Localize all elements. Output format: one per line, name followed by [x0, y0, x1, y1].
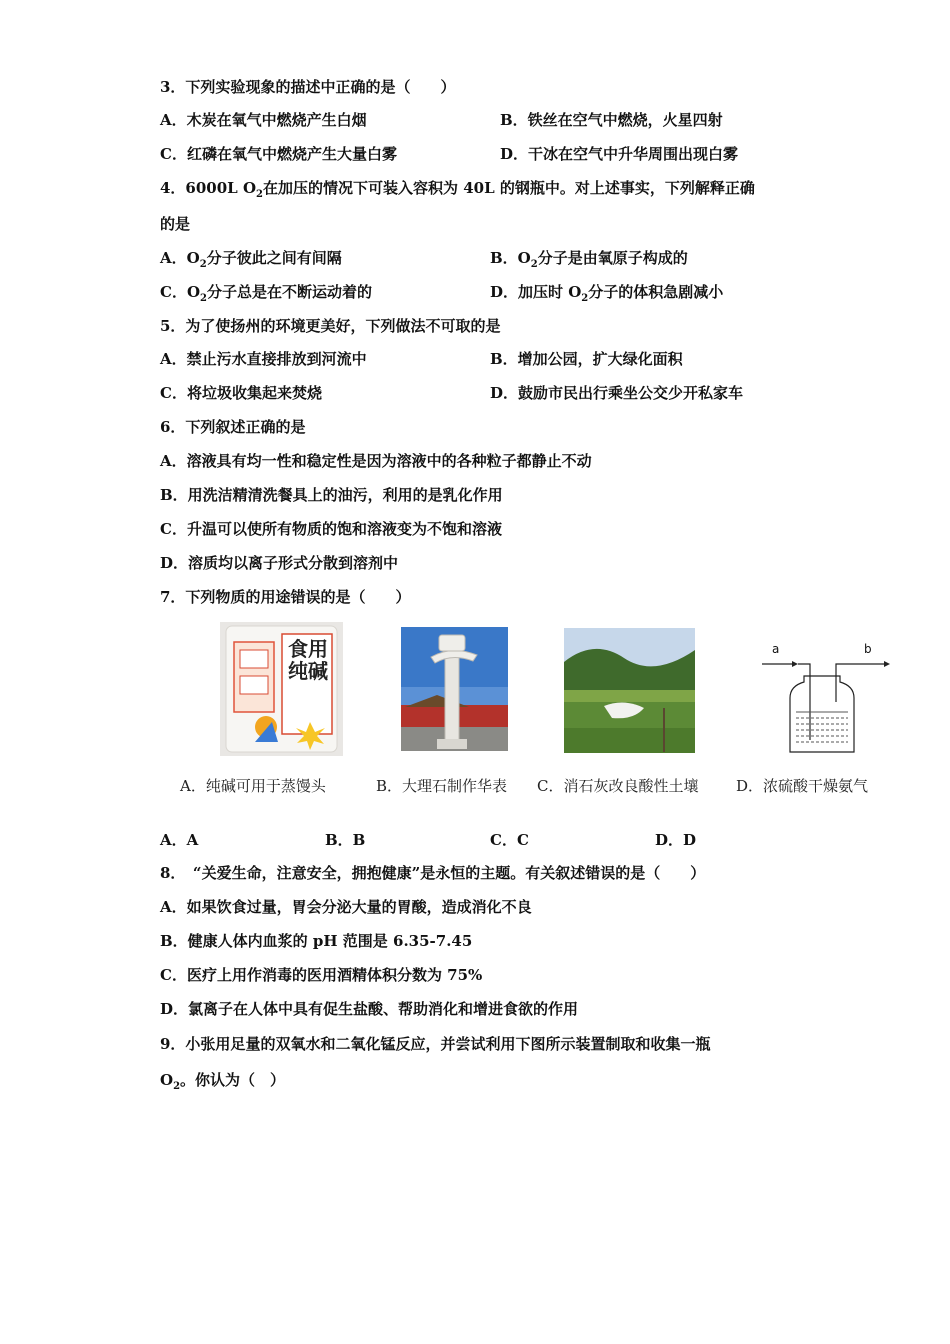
q4-stem-part1: 4．6000L O	[160, 179, 257, 197]
q4-a-pre: A．O	[160, 249, 200, 267]
q7-option-a: A．A	[160, 831, 199, 849]
q6-option-b: B．用洗洁精清洗餐具上的油污，利用的是乳化作用	[160, 486, 503, 504]
figure-b-huabiao	[401, 627, 508, 751]
q4-option-c	[160, 282, 372, 309]
gas-bottle-illustration	[758, 642, 890, 758]
q7-option-b: B．B	[325, 831, 366, 849]
q5-option-d: D．鼓励市民出行乘坐公交少开私家车	[490, 384, 744, 402]
q4-b-post: 分子是由氧原子构成的	[537, 249, 688, 267]
q4-stem-sub: 2	[256, 189, 263, 200]
field-illustration	[564, 628, 695, 753]
q4-c-post: 分子总是在不断运动着的	[206, 283, 372, 301]
q3-option-d: D．干冰在空气中升华周围出现白雾	[500, 145, 739, 163]
q3-option-a: A．木炭在氧气中燃烧产生白烟	[160, 111, 367, 129]
bag-label-text: 食用纯碱	[288, 637, 328, 683]
q4-a-post: 分子彼此之间有间隔	[206, 249, 342, 267]
q8-option-d: D．氯离子在人体中具有促生盐酸、帮助消化和增进食欲的作用	[160, 1000, 579, 1018]
q6-stem: 6．下列叙述正确的是	[160, 418, 306, 436]
q3-stem: 3．下列实验现象的描述中正确的是（ ）	[160, 78, 456, 96]
q3-option-b: B．铁丝在空气中燃烧，火星四射	[500, 111, 723, 129]
q8-option-b: B．健康人体内血浆的 pH 范围是 6.35-7.45	[160, 932, 473, 950]
figure-c-field	[564, 628, 695, 753]
huabiao-illustration	[401, 627, 508, 751]
q4-d-sub: 2	[581, 293, 589, 304]
q8-stem: 8． “关爱生命，注意安全，拥抱健康”是永恒的主题。有关叙述错误的是（ ）	[160, 864, 706, 882]
q4-d-pre: D．加压时 O	[490, 283, 582, 301]
q6-option-d: D．溶质均以离子形式分散到溶剂中	[160, 554, 399, 572]
q4-d-post: 分子的体积急剧减小	[588, 283, 724, 301]
q4-c-pre: C．O	[160, 283, 201, 301]
q4-stem-part2: 在加压的情况下可装入容积为 40L 的钢瓶中。对上述事实，下列解释正确	[263, 179, 755, 197]
figure-a-soda-bag	[220, 622, 343, 756]
q9-line2-post: 。你认为（ ）	[180, 1071, 286, 1089]
caption-c: C．消石灰改良酸性土壤	[537, 777, 699, 795]
q8-option-a: A．如果饮食过量，胃会分泌大量的胃酸，造成消化不良	[160, 898, 532, 916]
q5-option-c: C．将垃圾收集起来焚烧	[160, 384, 322, 402]
q4-stem-line2: 的是	[160, 215, 191, 233]
q9-stem-line2	[160, 1070, 285, 1097]
q6-option-c: C．升温可以使所有物质的饱和溶液变为不饱和溶液	[160, 520, 502, 538]
q4-option-d	[490, 282, 723, 309]
q3-option-c: C．红磷在氧气中燃烧产生大量白雾	[160, 145, 397, 163]
q4-option-a	[160, 248, 342, 275]
q9-line2-pre: O	[160, 1071, 174, 1089]
q4-b-sub: 2	[530, 259, 538, 270]
q5-option-a: A．禁止污水直接排放到河流中	[160, 350, 367, 368]
figure-d-gas-bottle	[758, 642, 890, 758]
q8-option-c: C．医疗上用作消毒的医用酒精体积分数为 75%	[160, 966, 483, 984]
q6-option-a: A．溶液具有均一性和稳定性是因为溶液中的各种粒子都静止不动	[160, 452, 592, 470]
q7-option-c: C．C	[490, 831, 529, 849]
q7-option-d: D．D	[655, 831, 697, 849]
label-a: a	[772, 642, 780, 656]
q4-c-sub: 2	[200, 293, 207, 304]
caption-b: B．大理石制作华表	[376, 777, 508, 795]
caption-a: A．纯碱可用于蒸馒头	[180, 777, 326, 795]
q4-b-pre: B．O	[490, 249, 531, 267]
q5-option-b: B．增加公园，扩大绿化面积	[490, 350, 683, 368]
caption-d: D．浓硫酸干燥氨气	[736, 777, 869, 795]
q7-stem: 7．下列物质的用途错误的是（ ）	[160, 588, 411, 606]
q5-stem: 5．为了使扬州的环境更美好，下列做法不可取的是	[160, 317, 501, 335]
q9-stem: 9．小张用足量的双氧水和二氧化锰反应，并尝试利用下图所示装置制取和收集一瓶	[160, 1035, 711, 1053]
q9-line2-sub: 2	[173, 1081, 181, 1092]
q4-option-b	[490, 248, 688, 275]
q4-a-sub: 2	[199, 259, 207, 270]
label-b: b	[864, 642, 872, 656]
q4-stem	[160, 178, 755, 205]
